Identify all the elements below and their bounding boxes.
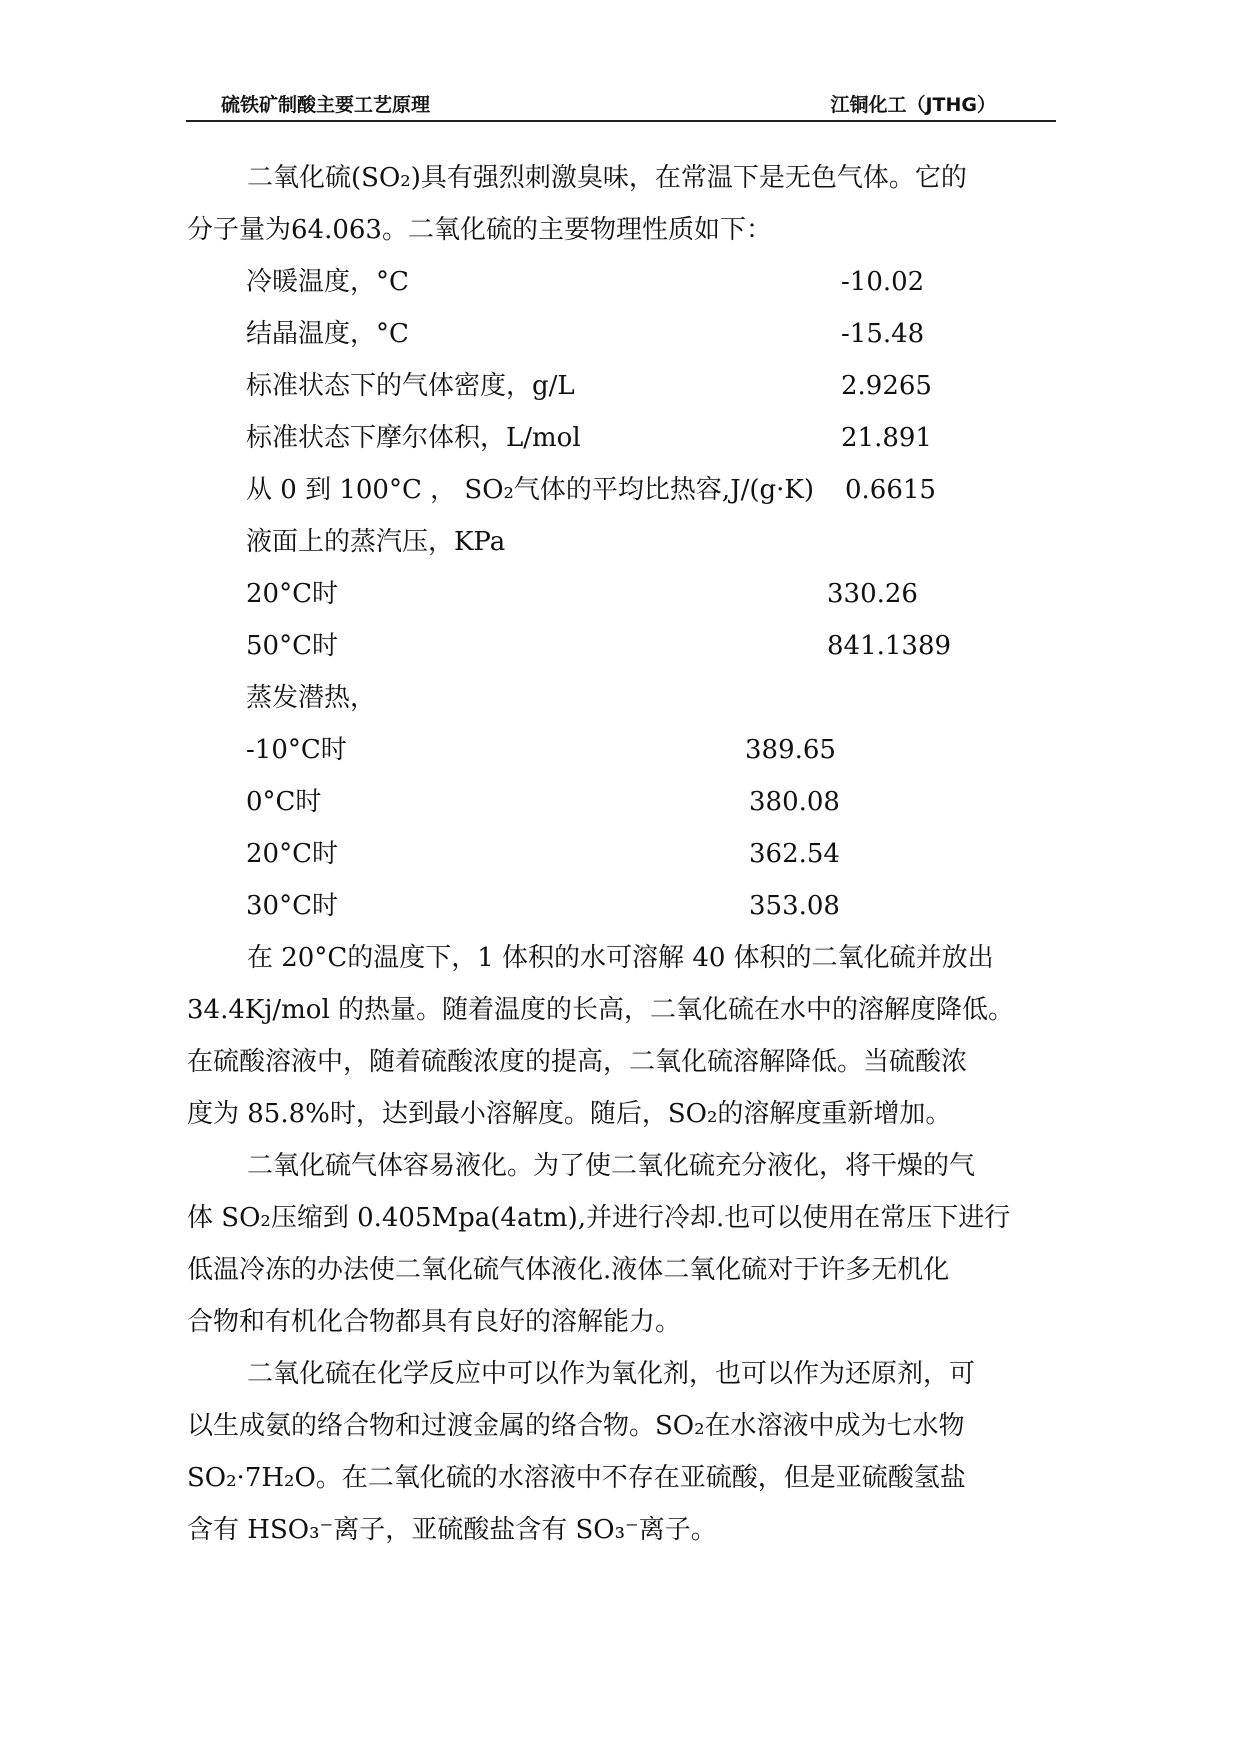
property-label: 从 0 到 100°C ， SO₂气体的平均比热容,J/(g·K): [246, 475, 815, 505]
property-value: 389.65: [745, 735, 836, 765]
paragraph-line: 以生成氨的络合物和过渡金属的络合物。SO₂在水溶液中成为七水物: [187, 1411, 965, 1441]
paragraph-line: 在硫酸溶液中，随着硫酸浓度的提高，二氧化硫溶解降低。当硫酸浓: [187, 1047, 968, 1077]
property-label: 20°C时: [246, 579, 338, 609]
property-row: [187, 412, 1057, 464]
paragraph-line: 度为 85.8%时，达到最小溶解度。随后，SO₂的溶解度重新增加。: [187, 1099, 952, 1129]
property-value: 2.9265: [841, 371, 932, 401]
paragraph-line: 在 20°C的温度下，1 体积的水可溶解 40 体积的二氧化硫并放出: [247, 943, 994, 973]
header-company: 江铜化工（JTHG）: [830, 94, 996, 116]
property-value: 21.891: [841, 423, 932, 453]
property-row: [187, 724, 1057, 776]
property-value: -10.02: [841, 267, 925, 297]
property-value: 353.08: [749, 891, 840, 921]
property-label: -10°C时: [246, 735, 347, 765]
paragraph-line: 二氧化硫在化学反应中可以作为氧化剂，也可以作为还原剂，可: [247, 1359, 976, 1389]
property-value: 380.08: [749, 787, 840, 817]
intro-line-2: 分子量为64.063。二氧化硫的主要物理性质如下：: [187, 215, 772, 245]
property-row: [187, 464, 1057, 516]
property-label: 标准状态下的气体密度，g/L: [246, 371, 575, 401]
property-row: [187, 360, 1057, 412]
property-value: -15.48: [841, 319, 925, 349]
paragraph-line: SO₂·7H₂O。在二氧化硫的水溶液中不存在亚硫酸，但是亚硫酸氢盐: [187, 1463, 966, 1493]
paragraph-line: 二氧化硫气体容易液化。为了使二氧化硫充分液化，将干燥的气: [247, 1151, 976, 1181]
paragraph-line: 合物和有机化合物都具有良好的溶解能力。: [187, 1307, 682, 1337]
property-row: [187, 672, 1057, 724]
page-header: [186, 86, 1056, 122]
property-label: 30°C时: [246, 891, 338, 921]
property-row: [187, 256, 1057, 308]
property-label: 蒸发潜热，: [246, 683, 377, 713]
property-row: [187, 516, 1057, 568]
property-label: 标准状态下摩尔体积，L/mol: [246, 423, 581, 453]
property-row: [187, 620, 1057, 672]
property-label: 液面上的蒸汽压，KPa: [246, 527, 506, 557]
property-label: 50°C时: [246, 631, 338, 661]
property-value: 841.1389: [827, 631, 952, 661]
paragraph-line: 低温冷冻的办法使二氧化硫气体液化.液体二氧化硫对于许多无机化: [187, 1255, 950, 1285]
property-row: [187, 308, 1057, 360]
property-row: [187, 776, 1057, 828]
header-title: 硫铁矿制酸主要工艺原理: [221, 94, 431, 116]
properties-list: [187, 256, 1057, 932]
page-body: [187, 152, 1057, 1556]
property-label: 冷暖温度，°C: [246, 267, 409, 297]
paragraph-line: 含有 HSO₃⁻离子，亚硫酸盐含有 SO₃⁻离子。: [187, 1515, 717, 1545]
property-row: [187, 568, 1057, 620]
property-label: 结晶温度，°C: [246, 319, 409, 349]
property-value: 0.6615: [845, 475, 936, 505]
liquefaction-paragraph: [187, 1140, 1057, 1348]
property-row: [187, 828, 1057, 880]
property-row: [187, 880, 1057, 932]
property-value: 330.26: [827, 579, 918, 609]
intro-line-1: 二氧化硫(SO₂)具有强烈刺激臭味，在常温下是无色气体。它的: [247, 163, 967, 193]
property-value: 362.54: [749, 839, 840, 869]
paragraph-line: 34.4Kj/mol 的热量。随着温度的长高，二氧化硫在水中的溶解度降低。: [187, 995, 1015, 1025]
paragraph-line: 体 SO₂压缩到 0.405Mpa(4atm),并进行冷却.也可以使用在常压下进行: [187, 1203, 1011, 1233]
property-label: 0°C时: [246, 787, 322, 817]
solubility-paragraph: [187, 932, 1057, 1140]
intro-paragraph: [187, 152, 1057, 256]
chemistry-paragraph: [187, 1348, 1057, 1556]
property-label: 20°C时: [246, 839, 338, 869]
